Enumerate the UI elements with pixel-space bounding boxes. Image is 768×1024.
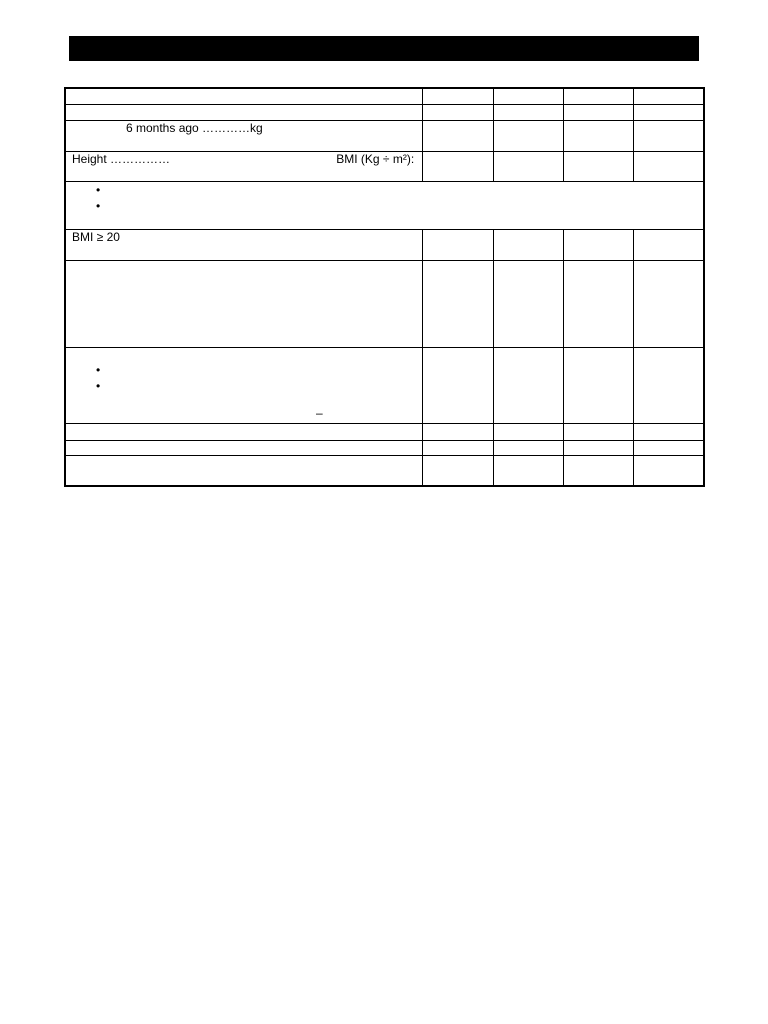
- score-cell[interactable]: [634, 440, 704, 455]
- score-cell[interactable]: [493, 423, 563, 440]
- table-row: [65, 88, 704, 104]
- score-cell[interactable]: [423, 104, 493, 120]
- row-label-cell: [65, 229, 423, 260]
- title-bar: [69, 36, 699, 61]
- score-cell[interactable]: [423, 260, 493, 347]
- row-label-cell: [65, 120, 423, 151]
- list-item: [96, 362, 422, 378]
- score-cell[interactable]: [634, 120, 704, 151]
- score-cell[interactable]: [563, 423, 633, 440]
- table-row: [65, 181, 704, 229]
- table-row: [65, 347, 704, 423]
- score-cell[interactable]: [563, 229, 633, 260]
- bullet-list: [66, 362, 422, 394]
- score-cell[interactable]: [634, 104, 704, 120]
- row-label-cell: [65, 260, 423, 347]
- score-cell[interactable]: [423, 455, 493, 486]
- score-cell[interactable]: [493, 440, 563, 455]
- score-cell[interactable]: [563, 151, 633, 181]
- score-cell[interactable]: [423, 120, 493, 151]
- score-cell[interactable]: [423, 440, 493, 455]
- row-label-cell: [65, 440, 423, 455]
- score-cell[interactable]: [634, 260, 704, 347]
- score-cell[interactable]: [493, 347, 563, 423]
- trailing-dash: –: [316, 405, 323, 420]
- bmi-label: BMI (Kg ÷ m²):: [336, 151, 415, 166]
- list-item: [96, 198, 703, 214]
- score-cell[interactable]: [423, 347, 493, 423]
- table-row: [65, 440, 704, 455]
- score-cell[interactable]: [563, 260, 633, 347]
- score-cell[interactable]: [493, 104, 563, 120]
- score-cell[interactable]: [634, 151, 704, 181]
- height-label: Height ……………: [72, 151, 171, 166]
- score-cell[interactable]: [423, 423, 493, 440]
- score-cell[interactable]: [563, 440, 633, 455]
- score-cell[interactable]: [423, 151, 493, 181]
- score-cell[interactable]: [563, 88, 633, 104]
- table-row: [65, 120, 704, 151]
- table-row: [65, 423, 704, 440]
- score-cell[interactable]: [634, 423, 704, 440]
- row-label-cell: [65, 88, 423, 104]
- score-cell[interactable]: [493, 151, 563, 181]
- table-row: [65, 151, 704, 181]
- score-cell[interactable]: [634, 347, 704, 423]
- row-label-cell: [65, 104, 423, 120]
- table-row: [65, 260, 704, 347]
- score-cell[interactable]: [493, 455, 563, 486]
- row-label-cell: [65, 423, 423, 440]
- bullet-list: [66, 182, 703, 214]
- score-cell[interactable]: [634, 229, 704, 260]
- table-row: [65, 104, 704, 120]
- score-cell[interactable]: [634, 455, 704, 486]
- score-cell[interactable]: [493, 229, 563, 260]
- table-row: [65, 455, 704, 486]
- score-cell[interactable]: [563, 347, 633, 423]
- score-cell[interactable]: [563, 455, 633, 486]
- table-row: [65, 229, 704, 260]
- row-label-cell: [65, 455, 423, 486]
- list-item: [96, 378, 422, 394]
- score-cell[interactable]: [563, 104, 633, 120]
- score-cell[interactable]: [634, 88, 704, 104]
- weight-prior-label: 6 months ago …………kg: [126, 120, 263, 135]
- score-cell[interactable]: [423, 229, 493, 260]
- score-cell[interactable]: [493, 260, 563, 347]
- instruction-cell: [65, 181, 704, 229]
- bmi-threshold-label: BMI ≥ 20: [72, 229, 120, 244]
- score-cell[interactable]: [493, 88, 563, 104]
- assessment-table: [64, 87, 705, 487]
- list-item: [96, 182, 703, 198]
- score-cell[interactable]: [563, 120, 633, 151]
- row-label-cell: [65, 347, 423, 423]
- score-cell[interactable]: [423, 88, 493, 104]
- row-label-cell: [65, 151, 423, 181]
- score-cell[interactable]: [493, 120, 563, 151]
